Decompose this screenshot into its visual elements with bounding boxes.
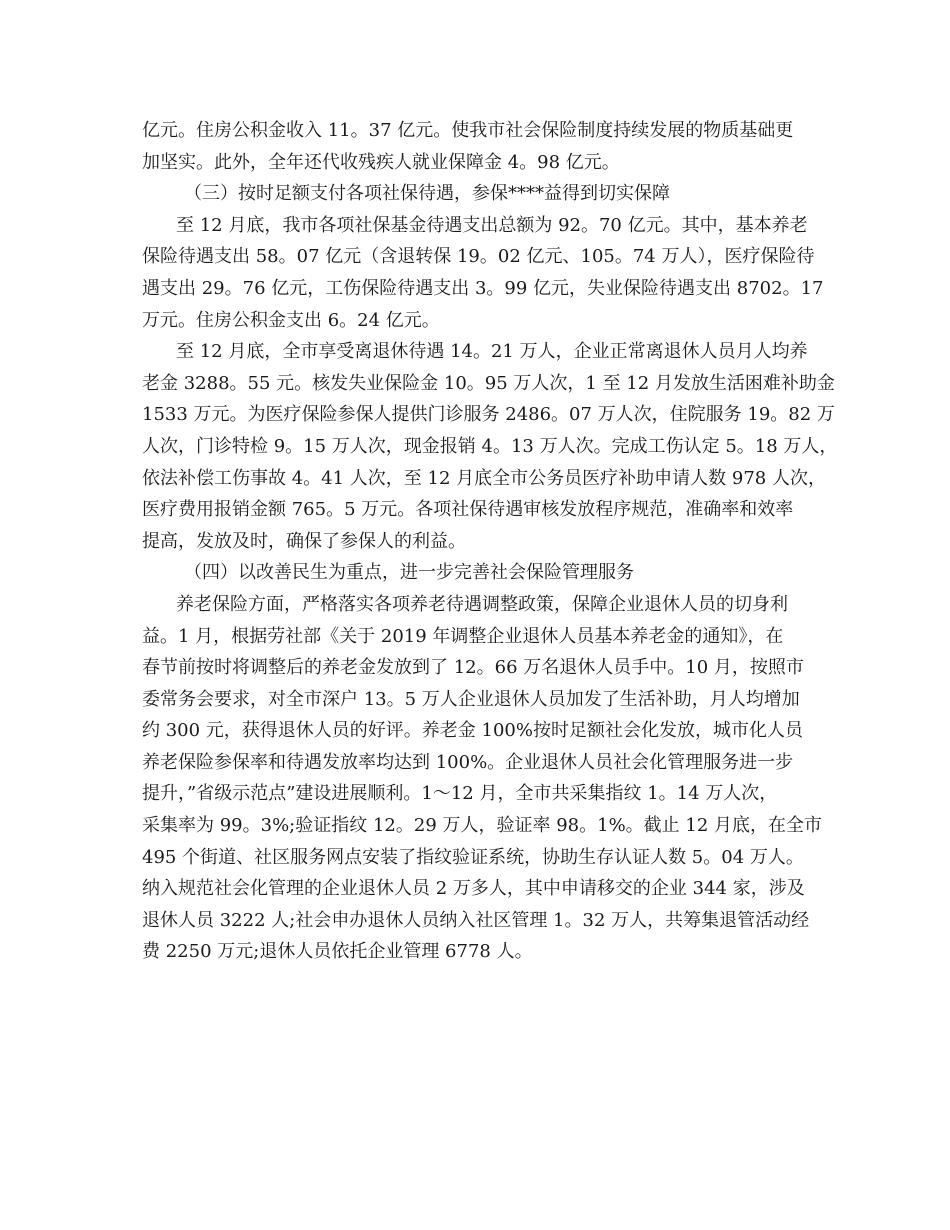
text-line: 委常务会要求，对全市深户 13。5 万人企业退休人员加发了生活补助，月人均增加 — [142, 688, 800, 710]
text-line: 采集率为 99。3%;验证指纹 12。29 万人，验证率 98。1%。截止 12 月底，在全市 — [142, 815, 823, 837]
text-line: 人次，门诊特检 9。15 万人次，现金报销 4。13 万人次。完成工伤认定 5。18 万人， — [142, 435, 838, 457]
text-line: 纳入规范社会化管理的企业退休人员 2 万多人，其中申请移交的企业 344 家，涉及 — [142, 878, 805, 900]
text-line: 提升，”省级示范点”建设进展顺利。1～12 月，全市共采集指纹 1。14 万人次， — [142, 783, 778, 805]
text-line: 万元。住房公积金支出 6。24 亿元。 — [142, 309, 440, 331]
text-line: 退休人员 3222 人;社会申办退休人员纳入社区管理 1。32 万人，共筹集退管活动经 — [142, 909, 810, 931]
text-line: 至 12 月底，我市各项社保基金待遇支出总额为 92。70 亿元。其中，基本养老 — [176, 214, 808, 236]
text-line: 约 300 元，获得退休人员的好评。养老金 100%按时足额社会化发放，城市化人员 — [142, 720, 803, 742]
section-heading-4 — [142, 557, 814, 589]
section-heading-text: （四）以改善民生为重点，进一步完善社会保险管理服务 — [184, 562, 634, 584]
text-line: 老金 3288。55 元。核发失业保险金 10。95 万人次，1 至 12 月发放生活困难补助金 — [142, 372, 835, 394]
text-line: 春节前按时将调整后的养老金发放到了 12。66 万名退休人员手中。10 月，按照市 — [142, 657, 804, 679]
text-line: 遇支出 29。76 亿元，工伤保险待遇支出 3。99 亿元，失业保险待遇支出 8702。17 — [142, 277, 824, 299]
text-line: 养老保险参保率和待遇发放率均达到 100%。企业退休人员社会化管理服务进一步 — [142, 751, 794, 773]
text-line: 至 12 月底，全市享受离退休待遇 14。21 万人，企业正常离退休人员月人均养 — [176, 341, 808, 363]
section-heading-text: （三）按时足额支付各项社保待遇，参保****益得到切实保障 — [184, 183, 670, 205]
paragraph-revenue-continued — [142, 115, 814, 178]
paragraph-retirement-stats — [142, 336, 838, 557]
paragraph-benefit-expenditure — [142, 210, 824, 336]
text-line: 保险待遇支出 58。07 亿元（含退转保 19。02 亿元、105。74 万人），医疗保险待 — [142, 246, 815, 268]
document-body — [142, 115, 838, 968]
paragraph-pension-services — [142, 589, 823, 968]
text-line: 费 2250 万元;退休人员依托企业管理 6778 人。 — [142, 941, 533, 963]
text-line: 亿元。住房公积金收入 11。37 亿元。使我市社会保险制度持续发展的物质基础更 — [142, 120, 794, 141]
text-line: 495 个街道、社区服务网点安装了指纹验证系统，协助生存认证人数 5。04 万人。 — [142, 846, 804, 868]
text-line: 益。1 月，根据劳社部《关于 2019 年调整企业退休人员基本养老金的通知》，在 — [142, 625, 784, 647]
text-line: 提高，发放及时，确保了参保人的利益。 — [142, 530, 466, 552]
text-line: 加坚实。此外，全年还代收残疾人就业保障金 4。98 亿元。 — [142, 151, 620, 173]
text-line: 依法补偿工伤事故 4。41 人次，至 12 月底全市公务员医疗补助申请人数 978 人次， — [142, 467, 826, 489]
text-line: 养老保险方面，严格落实各项养老待遇调整政策，保障企业退休人员的切身利 — [176, 593, 788, 615]
text-line: 医疗费用报销金额 765。5 万元。各项社保待遇审核发放程序规范，准确率和效率 — [142, 499, 794, 521]
text-line: 1533 万元。为医疗保险参保人提供门诊服务 2486。07 万人次，住院服务 19。82 万 — [142, 404, 835, 426]
section-heading-3 — [142, 178, 814, 210]
